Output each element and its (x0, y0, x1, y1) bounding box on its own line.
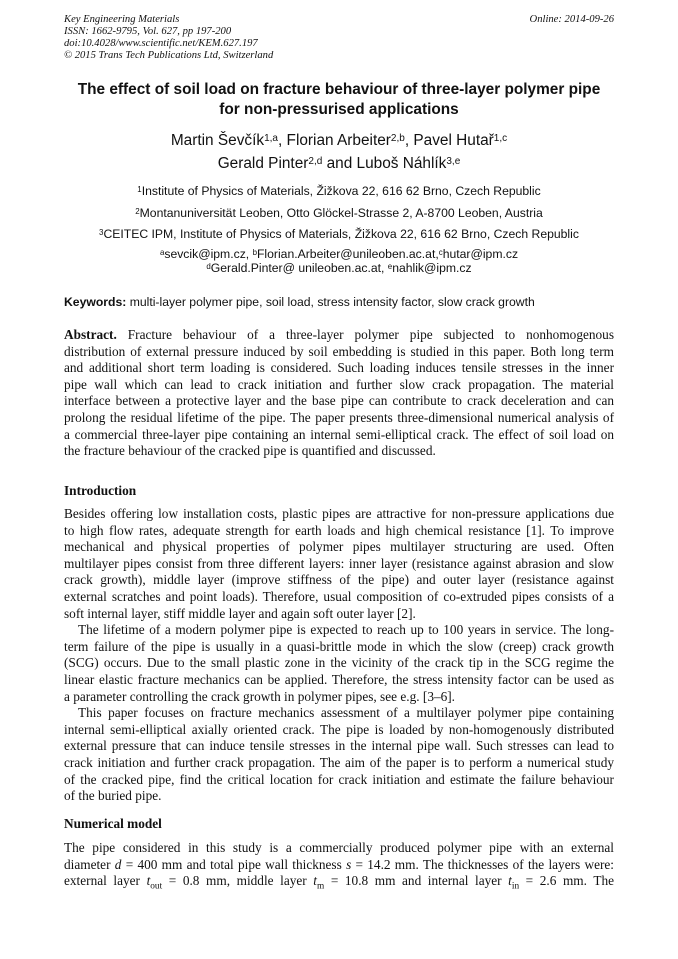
text-line (64, 873, 614, 895)
text-run: diameter (64, 856, 115, 872)
doi: doi:10.4028/www.scientific.net/KEM.627.197 (64, 38, 258, 49)
copyright: © 2015 Trans Tech Publications Ltd, Switzerland (64, 50, 274, 61)
superscript: 3,e (446, 156, 461, 167)
math-variable: t (146, 873, 151, 889)
keywords-label: Keywords: (64, 295, 127, 309)
superscript: c (438, 248, 443, 257)
keywords (64, 295, 638, 309)
paragraph (64, 622, 614, 705)
line-text: crack growth), middle layer (improve stiffness of the pipe) and outer layer (resistance against (64, 572, 614, 588)
paper-title (40, 80, 638, 120)
introduction-heading: Introduction (64, 483, 137, 498)
line-text: a parameter controlling the crack growth in polymer pipes, see e.g. [3–6]. (64, 688, 456, 704)
line-text: internal semi-elliptical axially oriented crack. The pipe is loaded by non-homogenously distributed (64, 721, 614, 737)
numerical-model-body (64, 840, 614, 895)
text-run: and Luboš Náhlík (322, 155, 447, 172)
line-text: (SCG) occurs. Due to the small plastic zone in the vicinity of the crack tip in the SCG regime the (64, 655, 614, 671)
text-line (64, 857, 614, 874)
text-run: external layer (64, 873, 147, 889)
text-line (64, 556, 614, 573)
text-line (64, 523, 614, 540)
text-line (64, 655, 614, 672)
text-run: hutar@ipm.cz (442, 247, 519, 261)
superscript: 2,d (308, 156, 323, 167)
text-run: Gerald.Pinter@ unileoben.ac.at, (210, 260, 388, 275)
text-line (64, 672, 614, 689)
superscript: e (387, 261, 393, 271)
text-run: Martin Ševčík (170, 132, 265, 149)
text-run: = 400 mm and total pipe wall thickness (121, 856, 347, 872)
superscript: 1,c (493, 133, 508, 144)
online-date: Online: 2014-09-26 (529, 14, 614, 25)
text-run: Gerald Pinter (217, 155, 309, 172)
text-line (64, 606, 614, 623)
line-text: Besides offering low installation costs, plastic pipes are attractive for non-pressure applications due (64, 506, 614, 521)
text-line (64, 722, 614, 739)
subscript: in (511, 881, 520, 892)
text-line (64, 410, 614, 427)
text-line (64, 393, 614, 410)
text-line (64, 327, 614, 344)
paragraph (64, 506, 614, 622)
title-line: for non-pressurised applications (219, 101, 459, 118)
line-text: distribution of external pressure induced by soil embedding is studied in this paper. Both long term (64, 343, 614, 359)
line-text: external scratches and point loads). Therefore, usual composition of co-extruded pipes consists of a (64, 588, 614, 604)
journal-info (64, 14, 273, 62)
text-line (64, 344, 614, 361)
text-line (64, 755, 614, 772)
text-run: Florian.Arbeiter@unileoben.ac.at, (256, 247, 439, 261)
line-text: multilayer pipes consist from three different layers: inner layer (resistance against abrasion and slow (64, 555, 614, 571)
line-text: the fracture behaviour of the cracked pipe is quantified and discussed. (64, 443, 436, 459)
text-line (64, 506, 614, 523)
subscript: out (150, 881, 163, 892)
text-line (64, 689, 614, 706)
subscript: m (317, 881, 325, 892)
affiliation (30, 224, 648, 246)
text-line (64, 377, 614, 394)
line-text: term failure of the pipe is usually in a quasi-brittle mode in which the slow (creep) crack growth (64, 638, 614, 654)
line-text: crack initiation and further crack propagation. The aim of the paper is to perform a numerical study (64, 754, 614, 770)
text-line (64, 539, 614, 556)
line-text (64, 857, 614, 872)
superscript: 3 (99, 228, 104, 238)
line-text: and additional short term loading is considered. Such loading induces tensile stresses in the inner (64, 360, 614, 376)
superscript: 2 (135, 206, 140, 216)
text-line (64, 443, 614, 460)
superscript: b (252, 248, 257, 257)
text-line (64, 705, 614, 722)
issn: ISSN: 1662-9795, Vol. 627, pp 197-200 (64, 26, 232, 37)
line-text: prolong the residual lifetime of the pipe. The paper presents three-dimensional numerical analysis of (64, 409, 614, 425)
line-text: to high flow rates, adequate strength for earth loads and high chemical resistance [1]. To improve (64, 522, 614, 538)
line-text: of the buried pipe. (64, 788, 162, 804)
text-run: nahlik@ipm.cz (392, 260, 472, 275)
line-text: pipe wall which can lead to crack initiation and further slow crack propagation. The material (64, 376, 614, 392)
superscript: 1,a (264, 133, 278, 144)
text-run: = 2.6 mm. The (519, 873, 614, 889)
text-line (64, 840, 614, 857)
line-text (64, 873, 614, 892)
line-text: linear elastic fracture mechanics can be applied. Therefore, the stress intensity factor can be used as (64, 671, 614, 687)
paragraph (64, 705, 614, 805)
text-run: = 10.8 mm and internal layer (324, 873, 509, 889)
introduction-body (64, 506, 614, 805)
line-text (64, 840, 614, 855)
email-line (30, 248, 648, 262)
line-text: interface between a protective layer and the base pipe can contribute to crack deceleration and can (64, 393, 614, 409)
text-line (64, 622, 614, 639)
emails (30, 248, 648, 275)
keywords-text: multi-layer polymer pipe, soil load, stress intensity factor, slow crack growth (126, 295, 535, 309)
text-run: = 0.8 mm, middle layer (162, 873, 314, 889)
text-line (64, 772, 614, 789)
text-run: , Pavel Hutař (404, 132, 494, 149)
text-line (64, 360, 614, 377)
author-line (40, 152, 638, 175)
line-text: of the cracked pipe, find the critical location for crack initiation and estimate the failure behaviour (64, 771, 614, 787)
text-line (64, 427, 614, 444)
math-variable: s (346, 856, 352, 872)
text-line (64, 788, 614, 805)
affiliation (30, 181, 648, 203)
math-variable: t (508, 873, 512, 889)
line-text: This paper focuses on fracture mechanics assessment of a multilayer polymer pipe containing (78, 705, 614, 721)
math-variable: t (313, 873, 317, 889)
authors (40, 129, 638, 175)
journal-name: Key Engineering Materials (64, 14, 180, 25)
abstract (64, 327, 614, 460)
math-variable: d (114, 856, 122, 872)
text-run: sevcik@ipm.cz, (164, 247, 253, 261)
line-text: mechanical and physical properties of polymer pipes multilayer structuring are used. Often (64, 539, 614, 555)
abstract-label: Abstract. (64, 327, 117, 342)
text-run: Montanuniversität Leoben, Otto Glöckel-Strasse 2, A-8700 Leoben, Austria (139, 205, 543, 220)
text-run: = 14.2 mm. The thicknesses of the layers were: (351, 856, 614, 872)
line-text: soft internal layer, stiff middle layer and again soft outer layer [2]. (64, 605, 416, 621)
superscript: 2,b (390, 133, 405, 144)
text-run: CEITEC IPM, Institute of Physics of Materials, Žižkova 22, 616 62 Brno, Czech Republic (103, 227, 579, 242)
text-line (64, 572, 614, 589)
line-text: The lifetime of a modern polymer pipe is expected to reach up to 100 years in service. The long- (78, 622, 614, 638)
text-line (64, 589, 614, 606)
affiliations (30, 181, 648, 246)
line-text: a commercial three-layer pipe containing an internal semi-elliptical crack. The effect of soil load on (64, 426, 614, 442)
superscript: 1 (137, 185, 142, 194)
line-text: Fracture behaviour of a three-layer polymer pipe subjected to nonhomogenous (127, 327, 614, 342)
title-line: The effect of soil load on fracture behaviour of three-layer polymer pipe (77, 81, 601, 98)
superscript: a (159, 248, 165, 257)
superscript: d (206, 261, 211, 271)
text-run: , Florian Arbeiter (278, 132, 391, 149)
line-text: external pressure that can induce tensile stresses in the internal pipe wall. Such stresses can lead to (64, 738, 614, 754)
text-line (64, 738, 614, 755)
numerical-model-heading: Numerical model (64, 816, 162, 831)
text-run: The pipe considered in this study is a commercially produced polymer pipe with an external (64, 840, 614, 855)
text-run: Institute of Physics of Materials, Žižkova 22, 616 62 Brno, Czech Republic (141, 184, 541, 198)
email-line (30, 262, 648, 276)
text-line (64, 639, 614, 656)
affiliation (30, 203, 648, 225)
author-line (40, 129, 638, 152)
